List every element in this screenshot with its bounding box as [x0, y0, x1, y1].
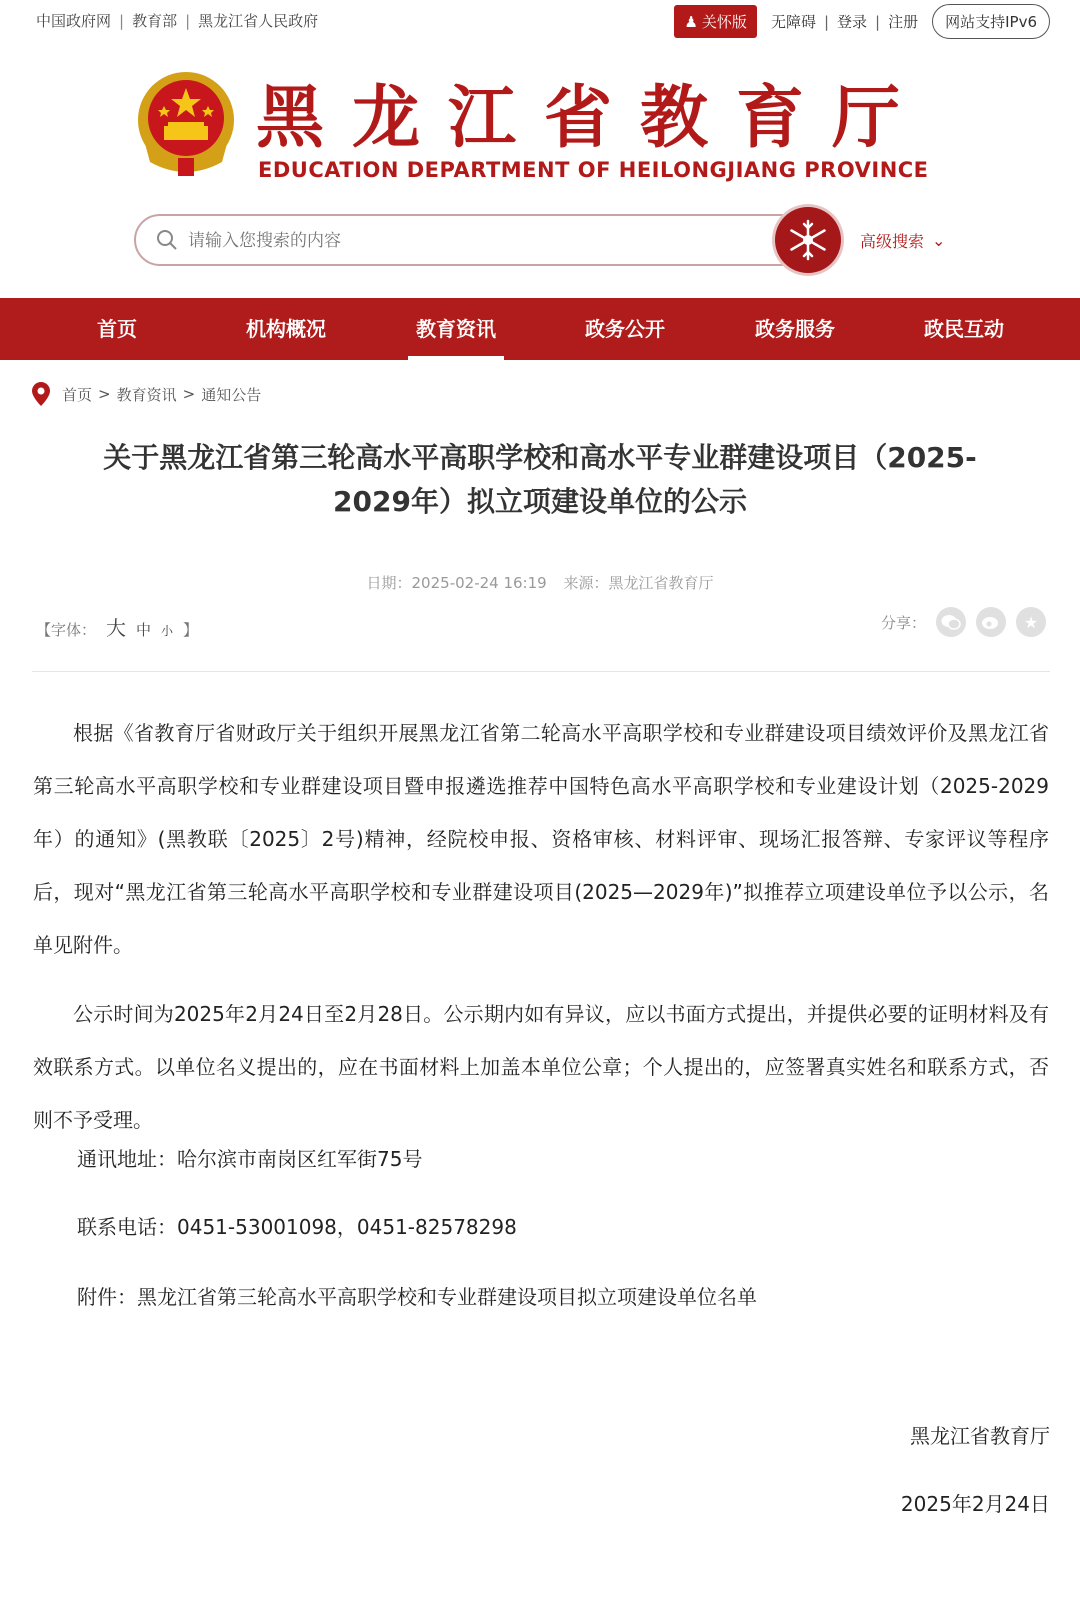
nav-item-news[interactable]: 教育资讯 — [406, 298, 506, 360]
font-size-small-button[interactable]: 小 — [161, 624, 174, 638]
top-link-province[interactable]: 黑龙江省人民政府 — [198, 12, 319, 30]
font-size-bracket: 】 — [183, 621, 199, 639]
article-paragraph-2: 公示时间为2025年2月24日至2月28日。公示期内如有异议，应以书面方式提出，并提供必要的证明材料及有效联系方式。以单位名义提出的，应在书面材料上加盖本单位公章；个人提出的，应签署真实姓名和联系方式，否则不予受理。 — [33, 1002, 1049, 1132]
search-icon — [156, 229, 178, 251]
font-size-large-button[interactable]: 大 — [106, 616, 127, 640]
search-button[interactable] — [775, 207, 841, 273]
article-body — [33, 707, 1049, 1147]
article-date: 日期：2025-02-24 16:19 — [366, 574, 547, 592]
share-label: 分享： — [880, 613, 926, 632]
article-meta — [0, 572, 1080, 593]
font-size-medium-button[interactable]: 中 — [136, 621, 152, 639]
nav-item-services[interactable]: 政务服务 — [755, 317, 835, 341]
main-nav — [0, 298, 1080, 360]
person-icon: ♟ — [684, 12, 698, 31]
article-title — [30, 436, 1050, 524]
favorite-star-icon[interactable]: ★ — [1016, 607, 1046, 637]
top-link-moe[interactable]: 教育部 — [132, 12, 178, 30]
article-paragraph-1: 根据《省教育厅省财政厅关于组织开展黑龙江省第二轮高水平高职学校和专业群建设项目绩效评价及黑龙江省第三轮高水平高职学校和专业群建设项目暨申报遴选推荐中国特色高水平高职学校和专业建设计划（2025-2029年）的通知》(黑教联〔2025〕2号)精神，经院校申报、资格审核、材料评审、现场汇报答辩、专家评议等程序后，现对“黑龙江省第三轮高水平高职学校和专业群建设项目(2025—2029年)”拟推荐立项建设单位予以公示，名单见附件。 — [33, 721, 1049, 957]
ipv6-badge: 网站支持IPv6 — [932, 4, 1050, 39]
wechat-icon[interactable] — [936, 607, 966, 637]
site-title-en: EDUCATION DEPARTMENT OF HEILONGJIANG PROVINCE — [258, 158, 929, 182]
content-divider — [32, 671, 1050, 672]
signature-date: 2025年2月24日 — [900, 1492, 1050, 1516]
font-size-controls — [36, 612, 198, 641]
nav-item-about[interactable]: 机构概况 — [246, 317, 326, 341]
location-pin-icon — [32, 382, 50, 406]
top-link-gov[interactable]: 中国政府网 — [36, 12, 112, 30]
chevron-down-icon: ⌄ — [932, 231, 946, 250]
national-emblem-icon — [134, 70, 238, 180]
attachment-link[interactable]: 附件：黑龙江省第三轮高水平高职学校和专业群建设项目拟立项建设单位名单 — [77, 1285, 757, 1309]
article-source: 来源：黑龙江省教育厅 — [563, 574, 714, 592]
contact-address: 通讯地址：哈尔滨市南岗区红军街75号 — [77, 1147, 423, 1171]
snowflake-icon — [775, 207, 841, 273]
care-mode-button[interactable] — [674, 5, 756, 38]
article-title-line-1: 关于黑龙江省第三轮高水平高职学校和高水平专业群建设项目（2025- — [103, 441, 977, 474]
top-links: 中国政府网 | 教育部 | 黑龙江省人民政府 — [36, 12, 319, 30]
nav-item-interaction[interactable]: 政民互动 — [924, 317, 1004, 341]
article-title-line-2: 2029年）拟立项建设单位的公示 — [333, 485, 747, 518]
search-box — [134, 214, 834, 266]
font-size-label: 【字体： — [36, 621, 97, 639]
share-bar — [881, 607, 1046, 637]
search-input[interactable] — [186, 224, 710, 258]
weibo-icon[interactable] — [976, 607, 1006, 637]
breadcrumb: 首页 > 教育资讯 > 通知公告 — [32, 382, 261, 406]
advanced-search-label: 高级搜索 — [860, 232, 925, 251]
advanced-search-toggle[interactable] — [860, 229, 945, 252]
contact-phone: 联系电话：0451-53001098，0451-82578298 — [77, 1215, 517, 1239]
nav-item-gov-affairs[interactable]: 政务公开 — [585, 317, 665, 341]
top-bar — [0, 0, 1080, 46]
register-link[interactable]: 注册 — [888, 13, 919, 31]
top-right-links: ♟ 关怀版 无障碍 | 登录 | 注册 网站支持IPv6 — [674, 4, 1050, 39]
nav-item-home[interactable]: 首页 — [97, 317, 137, 341]
care-mode-label: 关怀版 — [701, 13, 747, 31]
login-link[interactable]: 登录 — [837, 13, 868, 31]
site-brand[interactable] — [134, 70, 929, 190]
signature-org: 黑龙江省教育厅 — [910, 1424, 1050, 1448]
breadcrumb-news[interactable]: 教育资讯 — [116, 385, 177, 404]
accessibility-link[interactable]: 无障碍 — [770, 13, 816, 31]
site-title-cn: 黑龙江省教育厅 — [256, 78, 929, 158]
breadcrumb-home[interactable]: 首页 — [62, 385, 93, 404]
breadcrumb-notices[interactable]: 通知公告 — [201, 385, 262, 404]
